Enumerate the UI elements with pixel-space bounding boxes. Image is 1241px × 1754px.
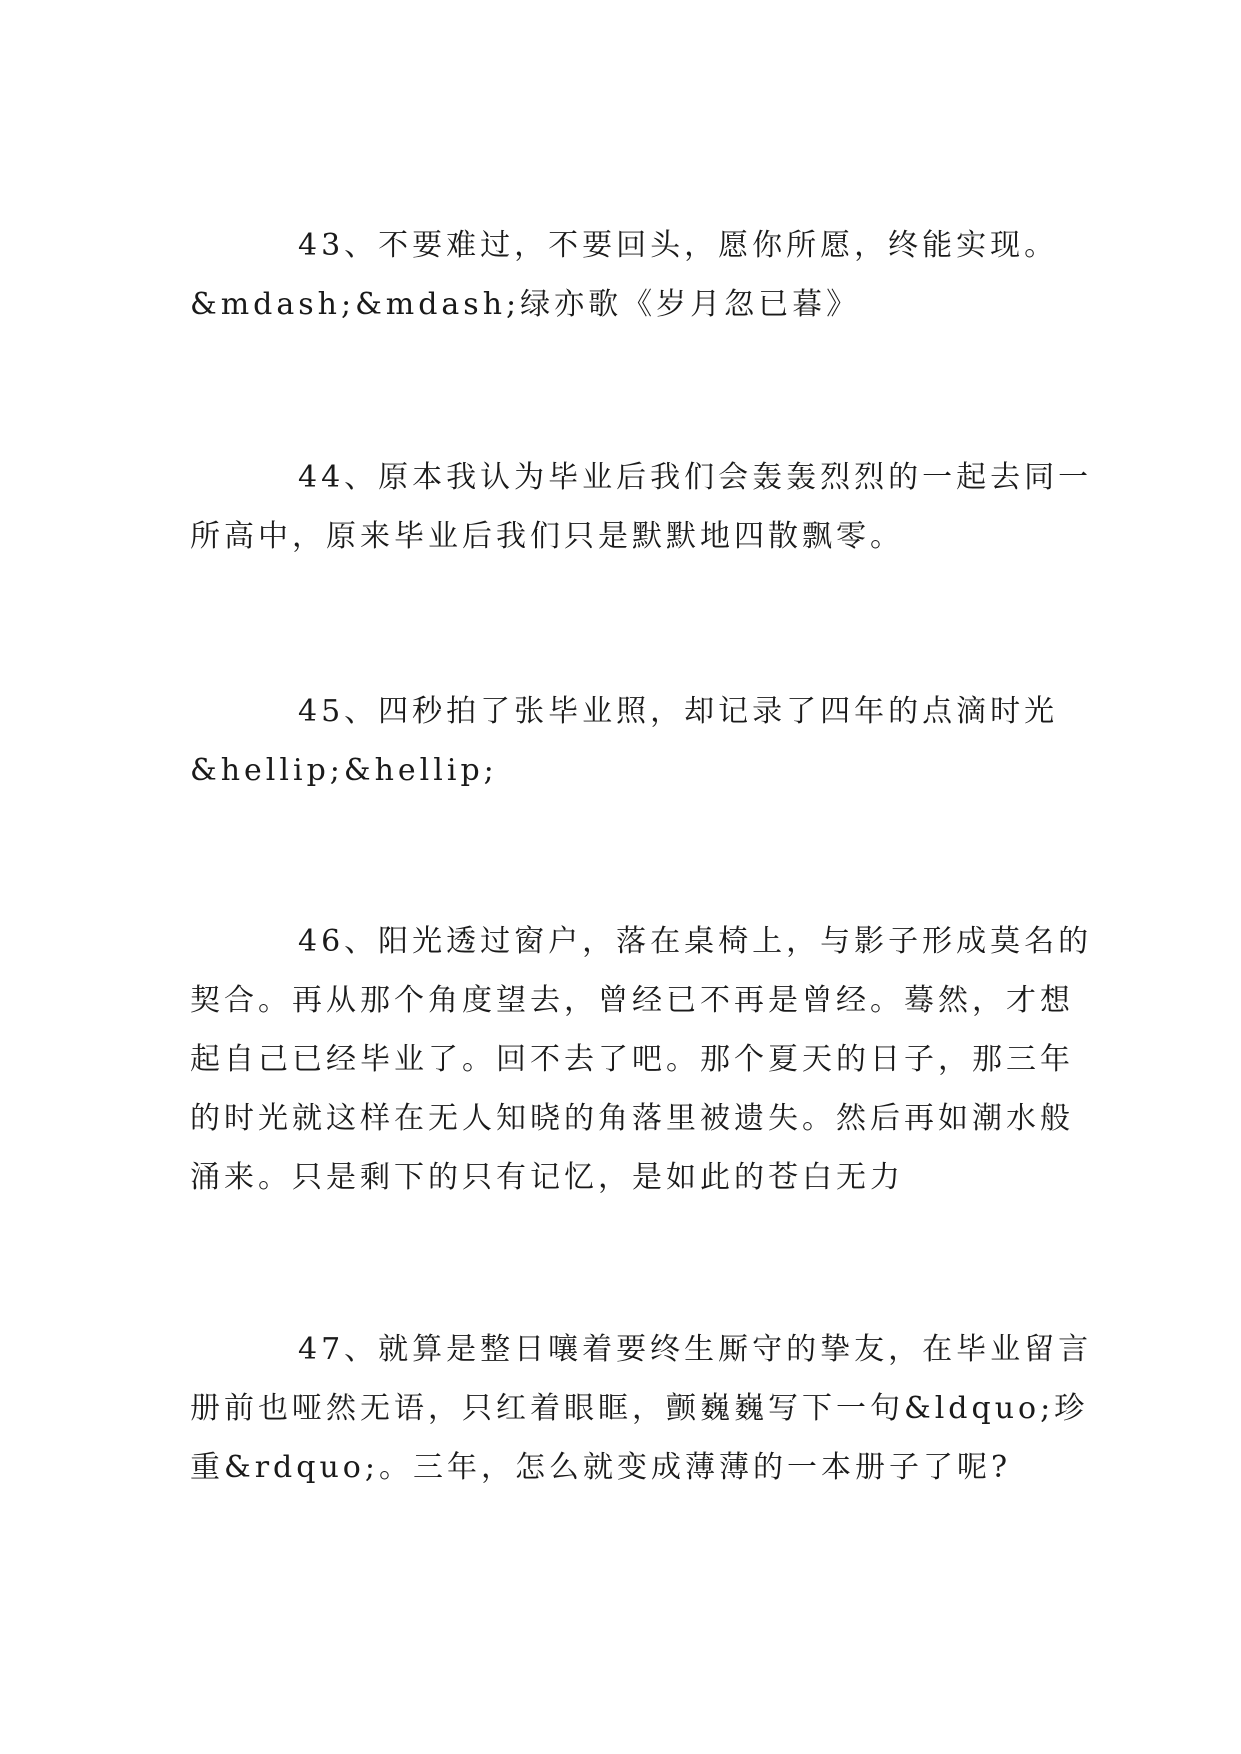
- paragraph-line: 43、不要难过，不要回头，愿你所愿，终能实现。: [298, 228, 1059, 263]
- paragraph-line: &mdash;&mdash;绿亦歌《岁月忽已暮》: [190, 287, 861, 322]
- paragraph-line: 册前也哑然无语，只红着眼眶，颤巍巍写下一句&ldquo;珍: [190, 1391, 1089, 1426]
- paragraph-line: 44、原本我认为毕业后我们会轰轰烈烈的一起去同一: [298, 460, 1093, 495]
- paragraph-line: 涌来。只是剩下的只有记忆，是如此的苍白无力: [190, 1160, 904, 1195]
- paragraph-line: 起自己已经毕业了。回不去了吧。那个夏天的日子，那三年: [190, 1042, 1074, 1077]
- paragraph-43: [190, 216, 1059, 334]
- paragraph-45: [190, 682, 1059, 800]
- paragraph-line: 契合。再从那个角度望去，曾经已不再是曾经。蓦然，才想: [190, 983, 1074, 1018]
- paragraph-line: 重&rdquo;。三年，怎么就变成薄薄的一本册子了呢?: [190, 1450, 1012, 1485]
- paragraph-46: [190, 912, 1093, 1207]
- paragraph-line: 47、就算是整日嚷着要终生厮守的挚友，在毕业留言: [298, 1332, 1093, 1367]
- paragraph-44: [190, 448, 1093, 566]
- paragraph-line: 所高中，原来毕业后我们只是默默地四散飘零。: [190, 519, 904, 554]
- paragraph-line: 的时光就这样在无人知晓的角落里被遗失。然后再如潮水般: [190, 1101, 1074, 1136]
- paragraph-line: 45、四秒拍了张毕业照，却记录了四年的点滴时光: [298, 694, 1059, 729]
- paragraph-line: &hellip;&hellip;: [190, 753, 498, 788]
- paragraph-47: [190, 1320, 1093, 1497]
- paragraph-line: 46、阳光透过窗户，落在桌椅上，与影子形成莫名的: [298, 924, 1093, 959]
